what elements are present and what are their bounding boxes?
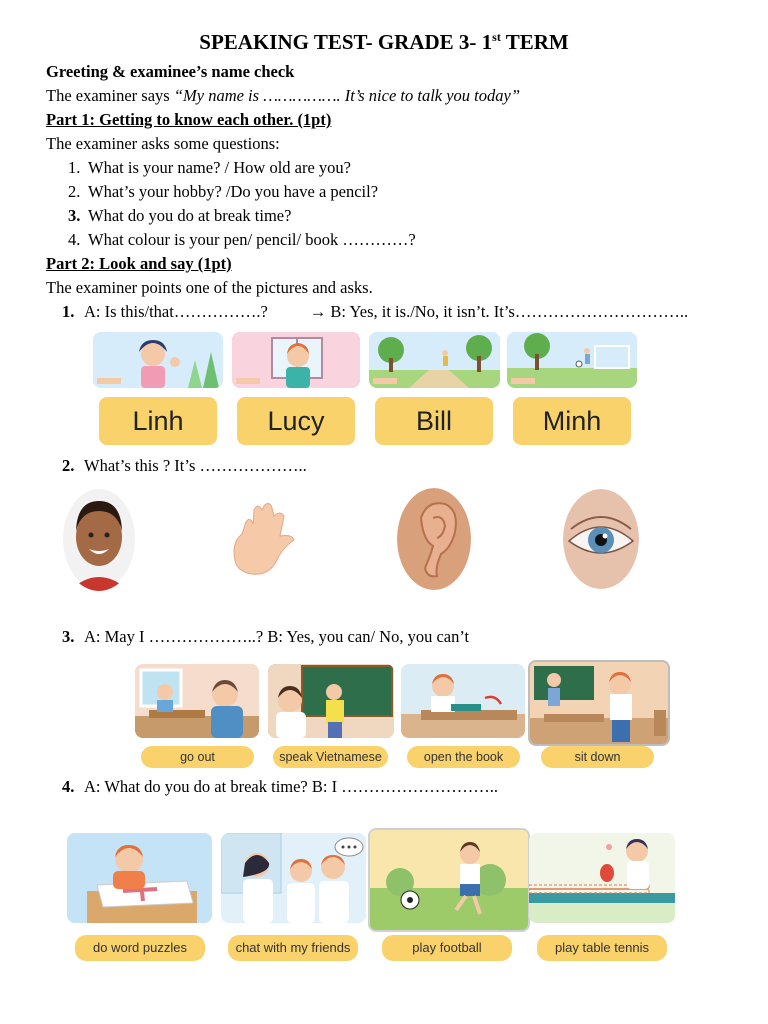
activity-label-chat-with-my-friends: chat with my friends [228,935,358,961]
question-text: What colour is your pen/ pencil/ book …………? [88,230,416,249]
action-label-open-the-book: open the book [407,746,520,768]
picture-play-football [368,828,530,932]
question-number: 1. [68,158,81,177]
part1-question [68,158,351,178]
picture-ear [397,488,471,590]
picture-face [61,487,137,591]
activity-label-play-table-tennis: play table tennis [537,935,667,961]
greeting-heading: Greeting & examinee’s name check [46,62,295,81]
picture-boy-playing-football [507,332,637,388]
picture-speak-vietnamese [268,664,394,738]
section2-prompt [62,456,307,476]
picture-do-word-puzzles [67,833,212,923]
section-number: 1. [62,302,75,321]
picture-open-the-book [401,664,525,738]
section-number: 2. [62,456,75,475]
picture-sit-down [528,660,670,746]
greeting-line [46,86,520,106]
part1-question [68,206,291,226]
picture-go-out [135,664,259,738]
picture-boy-far-away [369,332,500,388]
title-text: SPEAKING TEST- GRADE 3- 1 [199,30,493,54]
picture-hand [222,492,302,582]
part2-heading: Part 2: Look and say (1pt) [46,254,232,273]
section4-question: A: What do you do at break time? B: I ……………………….. [84,777,498,796]
page-title [0,30,768,55]
greeting-quote: “My name is ……………. It’s nice to talk you today” [173,86,521,105]
section-number: 4. [62,777,75,796]
section3-question: A: May I ………………..? B: Yes, you can/ No, you can’t [84,627,470,646]
question-number: 4. [68,230,81,249]
title-superscript: st [492,30,501,44]
name-label-bill: Bill [375,397,493,445]
picture-girl-waving [93,332,223,388]
section1-answer-b: → B: Yes, it is./No, it isn’t. It’s………………………….. [309,302,689,321]
action-label-speak-vietnamese: speak Vietnamese [273,746,388,768]
picture-girl-at-window [232,332,360,388]
part1-heading: Part 1: Getting to know each other. (1pt) [46,110,332,129]
part1-question [68,182,378,202]
name-label-linh: Linh [99,397,217,445]
action-label-sit-down: sit down [541,746,654,768]
question-number: 3. [68,206,81,225]
part1-question [68,230,416,250]
name-label-minh: Minh [513,397,631,445]
question-number: 2. [68,182,81,201]
question-text: What’s your hobby? /Do you have a pencil? [88,182,379,201]
section1-question-a: A: Is this/that…………….? [84,302,268,321]
part1-intro: The examiner asks some questions: [46,134,280,153]
picture-play-table-tennis [529,833,675,923]
picture-chat-with-my-friends [221,833,366,923]
section4-prompt [62,777,498,797]
activity-label-do-word-puzzles: do word puzzles [75,935,205,961]
section3-prompt [62,627,469,647]
name-label-lucy: Lucy [237,397,355,445]
question-text: What do you do at break time? [88,206,292,225]
section1-prompt [62,302,688,322]
title-end: TERM [500,30,569,54]
section2-question: What’s this ? It’s ……………….. [84,456,307,475]
section-number: 3. [62,627,75,646]
picture-eye [563,489,639,589]
activity-label-play-football: play football [382,935,512,961]
action-label-go-out: go out [141,746,254,768]
question-text: What is your name? / How old are you? [88,158,352,177]
part2-intro: The examiner points one of the pictures and asks. [46,278,373,297]
greeting-says: The examiner says [46,86,174,105]
